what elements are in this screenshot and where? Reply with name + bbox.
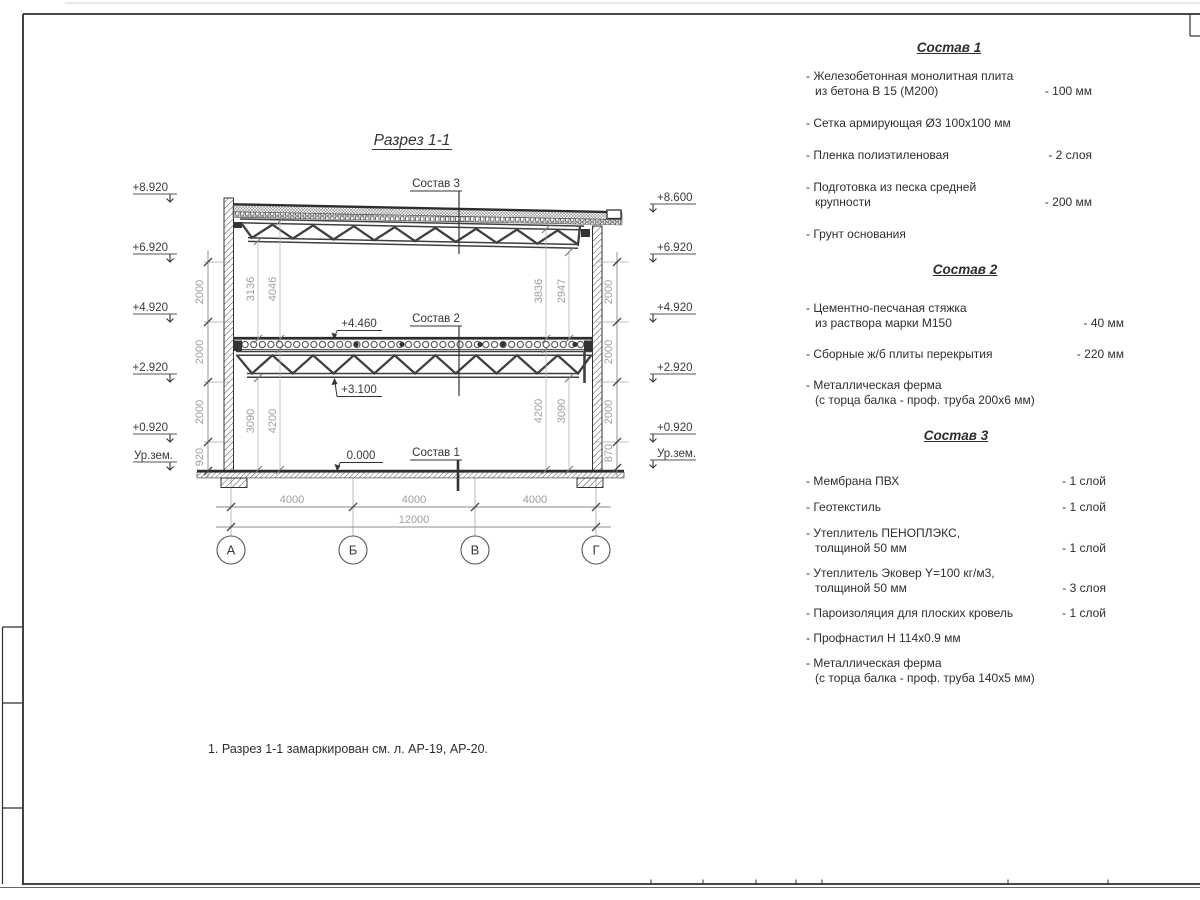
right-chain-dim-1: 2000 <box>603 339 615 365</box>
list-item: - Цементно-песчаная стяжка из раствора марки М150 - 40 мм <box>806 301 1124 330</box>
list-item: - Грунт основания <box>806 227 906 241</box>
right-foundation <box>577 478 603 488</box>
elev-left-4: +0.920 <box>132 422 168 434</box>
list-item: - Подготовка из песка средней крупности - 200 мм <box>806 180 1092 209</box>
roof-assembly <box>233 204 622 248</box>
inner-dim-3090-r: 3090 <box>556 398 568 424</box>
list-item: - Геотекстиль - 1 слой <box>806 500 1106 514</box>
inner-dim-2947: 2947 <box>556 278 568 304</box>
left-foundation <box>221 478 247 488</box>
drawing-title: Разрез 1-1 <box>373 132 451 149</box>
building-structure <box>197 198 624 488</box>
inner-dim-4046: 4046 <box>267 276 279 302</box>
callout-sostav2: Состав 2 <box>412 313 460 325</box>
inner-dim-3136: 3136 <box>245 276 257 302</box>
left-wall <box>224 198 234 471</box>
elev-right-1: +6.920 <box>657 242 693 254</box>
elev-floor: 0.000 <box>346 450 376 462</box>
sheet-note: 1. Разрез 1-1 замаркирован см. л. АР-19, АР-20. <box>208 742 489 756</box>
axis-label-g: Г <box>592 542 600 558</box>
composition-title: Состав 1 <box>916 40 982 55</box>
elev-right-2: +4.920 <box>657 302 693 314</box>
composition-list-3 <box>806 428 1106 686</box>
axis-bubbles <box>217 536 610 564</box>
axis-label-v: В <box>470 542 480 558</box>
composition-title: Состав 2 <box>932 262 998 277</box>
right-chain-dim-2: 2000 <box>603 399 615 425</box>
callout-sostav1: Состав 1 <box>412 447 460 459</box>
right-chain-dim-0: 2000 <box>603 279 615 305</box>
elev-truss-bottom: +3.100 <box>341 384 377 396</box>
right-wall <box>593 226 603 471</box>
span-dim-2: 4000 <box>401 494 427 506</box>
elev-right-ground: Ур.зем. <box>657 448 697 460</box>
list-item: - Сетка армирующая Ø3 100x100 мм <box>806 116 1011 130</box>
roof-fascia-cap <box>607 210 621 219</box>
right-chain-dim-3: 870 <box>603 443 615 463</box>
left-elevation-marks <box>133 182 178 470</box>
bottom-dimensions <box>216 478 611 536</box>
list-item: - Профнастил Н 114x0.9 мм <box>806 631 961 645</box>
left-chain-dim-2: 2000 <box>194 399 206 425</box>
axis-label-a: А <box>226 542 236 558</box>
corner-stamp-box <box>1190 14 1200 36</box>
span-dim-1: 4000 <box>279 494 305 506</box>
elev-right-0: +8.600 <box>657 192 693 204</box>
list-item: - Сборные ж/б плиты перекрытия - 220 мм <box>806 347 1124 361</box>
list-item: - Металлическая ферма (с торца балка - проф. труба 140x5 мм) <box>806 656 1035 685</box>
left-margin-boxes <box>3 627 24 884</box>
elev-left-0: +8.920 <box>132 182 168 194</box>
left-chain-dim-0: 2000 <box>194 279 206 305</box>
right-elevation-marks <box>650 192 697 468</box>
list-item: - Мембрана ПВХ - 1 слой <box>806 474 1106 488</box>
inner-dim-3090-l: 3090 <box>245 408 257 434</box>
elevation-mark-icon <box>650 204 657 468</box>
list-item: - Пароизоляция для плоских кровель - 1 слой <box>806 606 1106 620</box>
composition-callouts <box>410 178 462 491</box>
left-chain-dim-3: 920 <box>194 447 206 467</box>
callout-sostav3: Состав 3 <box>412 178 460 190</box>
elev-right-3: +2.920 <box>657 362 693 374</box>
list-item: - Утеплитель Эковер Y=100 кг/м3, толщиной 50 мм - 3 слоя <box>806 566 1106 595</box>
elev-right-4: +0.920 <box>657 422 693 434</box>
span-dim-3: 4000 <box>522 494 548 506</box>
inner-dim-4200-r: 4200 <box>533 398 545 424</box>
elev-left-2: +4.920 <box>132 302 168 314</box>
composition-list-1 <box>806 40 1092 242</box>
list-item: - Металлическая ферма (с торца балка - проф. труба 200x6 мм) <box>806 378 1035 407</box>
middle-floor-slab <box>234 338 592 350</box>
list-item: - Железобетонная монолитная плита из бетона В 15 (М200) - 100 мм <box>806 69 1092 98</box>
elev-slab-top: +4.460 <box>341 318 377 330</box>
elev-left-3: +2.920 <box>132 362 168 374</box>
axis-label-b: Б <box>348 542 358 558</box>
ground-slab <box>197 471 624 478</box>
total-dim: 12000 <box>398 514 430 526</box>
inner-dim-4200-l: 4200 <box>267 408 279 434</box>
composition-title: Состав 3 <box>923 428 989 443</box>
elev-left-1: +6.920 <box>132 242 168 254</box>
list-item: - Утеплитель ПЕНОПЛЭКС, толщиной 50 мм - 1 слой <box>806 526 1106 555</box>
elev-left-ground: Ур.зем. <box>133 450 173 462</box>
inner-dim-3836: 3836 <box>533 278 545 304</box>
left-chain-dim-1: 2000 <box>194 339 206 365</box>
composition-list-2 <box>806 262 1124 408</box>
list-item: - Пленка полиэтиленовая - 2 слоя <box>806 148 1092 162</box>
